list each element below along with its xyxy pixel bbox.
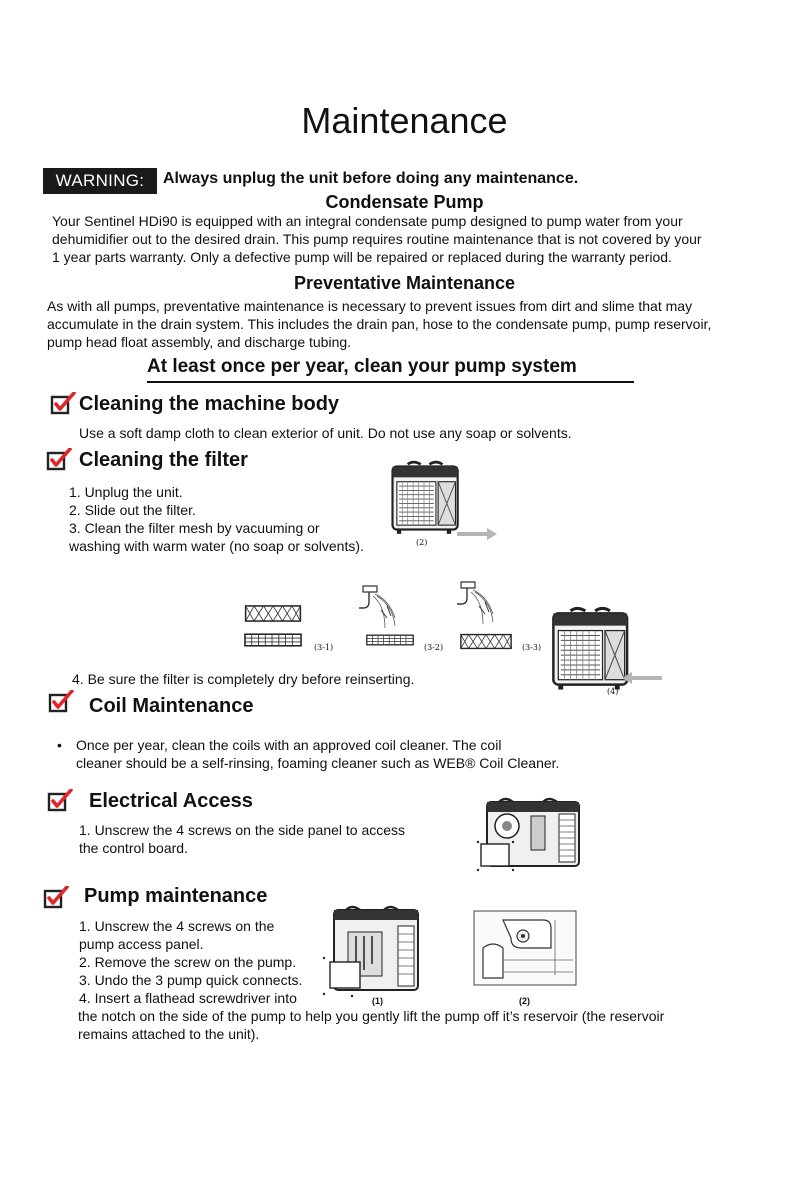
pump-panel-illustration (318, 902, 428, 1000)
filter-mesh-illustration (460, 633, 512, 650)
preventative-line: As with all pumps, preventative maintenance is necessary to prevent issues from dirt and slime that may (47, 298, 693, 314)
filter-grid-illustration (366, 633, 414, 647)
filter-heading: Cleaning the filter (79, 449, 248, 471)
pump-closeup-illustration (473, 910, 577, 986)
coil-bullet: • (57, 737, 62, 753)
preventative-paragraph (47, 297, 711, 351)
faucet-illustration (352, 580, 414, 640)
yearly-underline (147, 381, 634, 383)
side-panel-removed-illustration (473, 790, 585, 874)
condensate-heading: Condensate Pump (325, 192, 484, 212)
condensate-paragraph (52, 212, 702, 266)
unit-filter-out-illustration (384, 460, 464, 536)
checkbox-checkmark-icon (50, 392, 76, 416)
figure-label-4: (4) (607, 687, 619, 696)
figure-label-2: (2) (416, 538, 428, 547)
electrical-heading: Electrical Access (89, 790, 253, 812)
coil-heading: Coil Maintenance (89, 695, 254, 717)
preventative-line: accumulate in the drain system. This includes the drain pan, hose to the condensate pump, pump reservoir, (47, 316, 712, 332)
coil-paragraph (76, 736, 559, 772)
body-clean-heading: Cleaning the machine body (79, 393, 340, 415)
electrical-line: 1. Unscrew the 4 screws on the side panel to access (79, 822, 406, 838)
pump-wide-paragraph (78, 1007, 664, 1043)
figure-label-pump-2: (2) (519, 996, 530, 1006)
figure-label-3-1: (3-1) (314, 643, 334, 652)
preventative-heading: Preventative Maintenance (293, 273, 516, 293)
pump-steps (79, 917, 302, 1007)
pump-wide-line: the notch on the side of the pump to help you gently lift the pump off it’s reservoir (the reservoir (78, 1008, 665, 1024)
filter-steps (69, 483, 364, 555)
filter-mesh-illustration (244, 605, 302, 622)
body-clean-text: Use a soft damp cloth to clean exterior of unit. Do not use any soap or solvents. (79, 425, 572, 441)
condensate-line: Your Sentinel HDi90 is equipped with an integral condensate pump designed to pump water from your (52, 213, 683, 229)
figure-label-3-3: (3-3) (522, 643, 542, 652)
electrical-paragraph (79, 821, 405, 857)
faucet-illustration (450, 576, 512, 636)
pump-heading: Pump maintenance (84, 885, 268, 907)
filter-step: 3. Clean the filter mesh by vacuuming or (69, 520, 320, 536)
filter-step-4: 4. Be sure the filter is completely dry before reinserting. (72, 671, 415, 687)
pump-line: 4. Insert a flathead screwdriver into (79, 990, 297, 1006)
yearly-heading: At least once per year, clean your pump system (147, 356, 577, 377)
pump-line: pump access panel. (79, 936, 204, 952)
pump-line: 2. Remove the screw on the pump. (79, 954, 297, 970)
arrow-right-icon (457, 528, 497, 540)
condensate-line: 1 year parts warranty. Only a defective pump will be repaired or replaced during the warranty period. (52, 249, 672, 265)
pump-line: 1. Unscrew the 4 screws on the (79, 918, 275, 934)
pump-line: 3. Undo the 3 pump quick connects. (79, 972, 303, 988)
filter-step: 1. Unplug the unit. (69, 484, 183, 500)
filter-step: 2. Slide out the filter. (69, 502, 196, 518)
filter-step: washing with warm water (no soap or solvents). (69, 538, 364, 554)
electrical-line: the control board. (79, 840, 188, 856)
checkbox-checkmark-icon (47, 789, 73, 813)
figure-label-3-2: (3-2) (424, 643, 444, 652)
checkbox-checkmark-icon (46, 448, 72, 472)
checkbox-checkmark-icon (48, 690, 74, 714)
coil-line: cleaner should be a self-rinsing, foaming cleaner such as WEB® Coil Cleaner. (76, 755, 560, 771)
filter-grid-illustration (244, 633, 302, 647)
preventative-line: pump head float assembly, and discharge tubing. (47, 334, 352, 350)
page-title: Maintenance (301, 100, 508, 141)
warning-text: Always unplug the unit before doing any maintenance. (163, 170, 579, 187)
pump-wide-line: remains attached to the unit). (78, 1026, 260, 1042)
checkbox-checkmark-icon (43, 886, 69, 910)
coil-line: Once per year, clean the coils with an approved coil cleaner. The coil (76, 737, 502, 753)
condensate-line: dehumidifier out to the desired drain. This pump requires routine maintenance that is not covered by your (52, 231, 702, 247)
figure-label-pump-1: (1) (372, 996, 383, 1006)
arrow-left-icon (620, 672, 662, 684)
warning-badge: WARNING: (43, 168, 157, 194)
